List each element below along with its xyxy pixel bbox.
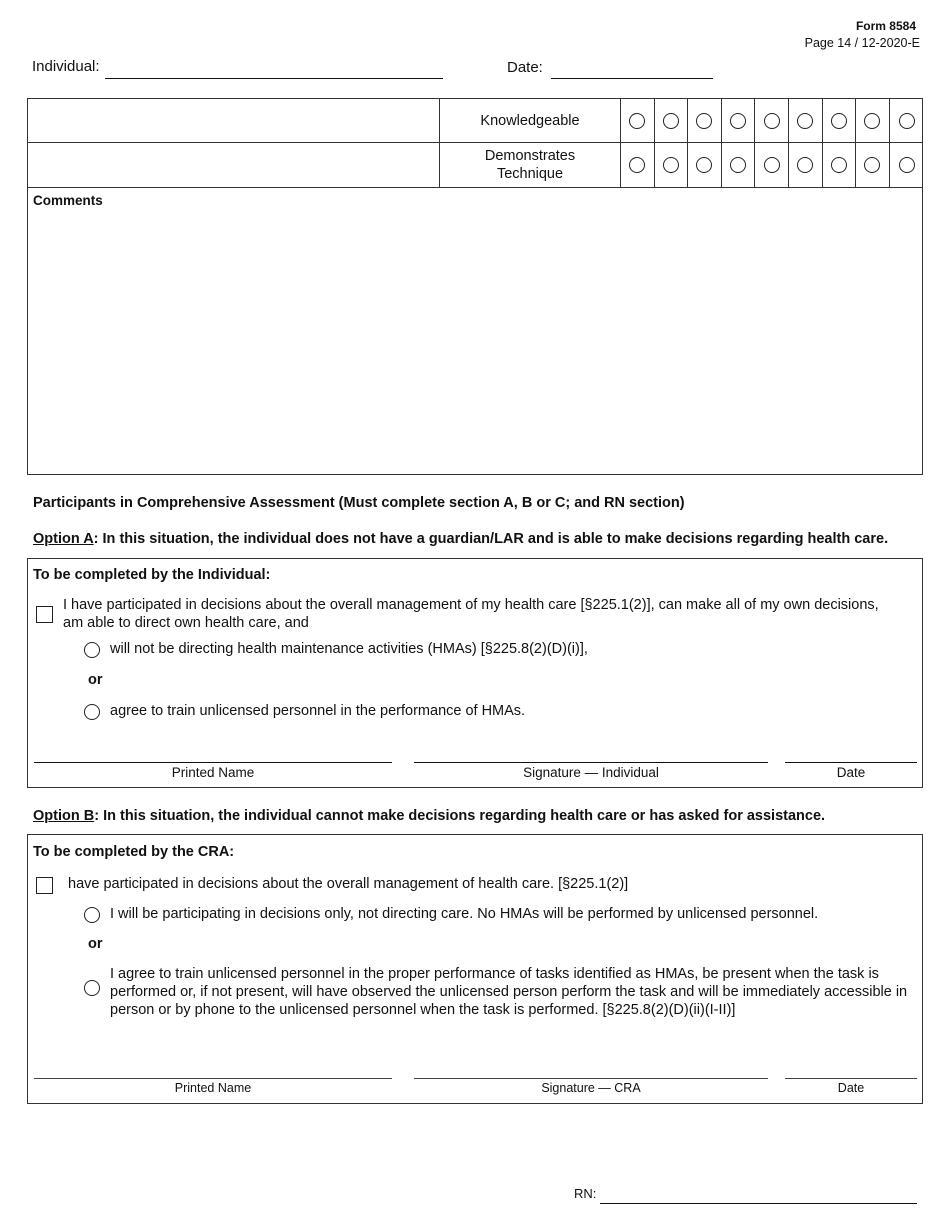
rating-cell-demonstrates-technique-9: [890, 143, 924, 187]
option-b-choice-2-text: I agree to train unlicensed personnel in the proper performance of tasks identified as HMAs, be present when the task is performed or, if not present, will have observed the unlicensed person perform the task and will be immediately accessible in person or by phone to the unlicensed personnel when the task is performed. [§225.8(2)(D)(ii)(I-II)]: [110, 966, 908, 1018]
rating-radio-demonstrates-technique-2[interactable]: [663, 157, 679, 173]
option-a-signature-line[interactable]: [414, 762, 768, 763]
option-b-description: : In this situation, the individual cannot make decisions regarding health care or has asked for assistance.: [94, 808, 826, 824]
option-b-date-label: Date: [837, 1081, 865, 1095]
option-b-choice-2-radio[interactable]: [84, 980, 100, 996]
option-b-signature-line[interactable]: [414, 1078, 768, 1079]
rating-radio-knowledgeable-2[interactable]: [663, 113, 679, 129]
rating-cell-knowledgeable-9: [890, 99, 924, 142]
option-b-box: [27, 834, 923, 1104]
rating-label-knowledgeable: Knowledgeable: [439, 99, 621, 142]
rating-radio-demonstrates-technique-9[interactable]: [899, 157, 915, 173]
rating-radio-knowledgeable-9[interactable]: [899, 113, 915, 129]
option-a-printed-name-line[interactable]: [34, 762, 392, 763]
option-a-signature-label: Signature — Individual: [523, 765, 659, 780]
option-a-label: Option A: [33, 531, 94, 547]
rating-radio-knowledgeable-5[interactable]: [764, 113, 780, 129]
option-a-choice-2-radio[interactable]: [84, 704, 100, 720]
option-a-date-line[interactable]: [785, 762, 917, 763]
option-a-choice-1-radio[interactable]: [84, 642, 100, 658]
rating-row-knowledgeable: [28, 99, 922, 143]
rating-radio-knowledgeable-4[interactable]: [730, 113, 746, 129]
rating-radio-demonstrates-technique-8[interactable]: [864, 157, 880, 173]
option-b-box-title: To be completed by the CRA:: [33, 844, 235, 860]
comments-box[interactable]: [27, 187, 923, 475]
individual-field[interactable]: [105, 62, 443, 79]
option-b-label: Option B: [33, 808, 95, 824]
participants-heading: Participants in Comprehensive Assessment (Must complete section A, B or C; and RN section): [33, 495, 685, 511]
rating-radio-demonstrates-technique-4[interactable]: [730, 157, 746, 173]
option-a-checkbox[interactable]: [36, 606, 53, 623]
form-number: Form 8584: [855, 19, 916, 33]
rating-radio-knowledgeable-6[interactable]: [797, 113, 813, 129]
option-b-checkbox[interactable]: [36, 877, 53, 894]
rating-radio-demonstrates-technique-5[interactable]: [764, 157, 780, 173]
rating-cell-knowledgeable-5: [755, 99, 789, 142]
rn-label: RN:: [574, 1186, 597, 1201]
rating-label-demonstrates-technique: [439, 143, 621, 187]
rating-cell-knowledgeable-1: [621, 99, 655, 142]
option-b-or: or: [88, 936, 103, 952]
rating-label-line2: Technique: [496, 166, 564, 182]
option-a-box: [27, 558, 923, 788]
option-a-statement: I have participated in decisions about the overall management of my health care [§225.1(2)], can make all of my own decisions, am able to direct own health care, and: [63, 597, 879, 631]
page-info: Page 14 / 12-2020-E: [804, 36, 920, 50]
comments-label: Comments: [33, 193, 103, 208]
rating-radio-demonstrates-technique-1[interactable]: [629, 157, 645, 173]
option-a-box-title: To be completed by the Individual:: [33, 567, 271, 583]
option-b-choice-1-radio[interactable]: [84, 907, 100, 923]
skill-rating-table: [27, 98, 923, 188]
option-b-choice-1-text: I will be participating in decisions only, not directing care. No HMAs will be performed by unlicensed personnel.: [110, 906, 819, 922]
rating-cell-demonstrates-technique-4: [722, 143, 756, 187]
option-b-printed-name-line[interactable]: [34, 1078, 392, 1079]
option-a-date-label: Date: [836, 765, 866, 780]
rating-cell-knowledgeable-7: [823, 99, 857, 142]
option-a-description: : In this situation, the individual does not have a guardian/LAR and is able to make decisions regarding health care.: [93, 531, 889, 547]
rating-radio-knowledgeable-1[interactable]: [629, 113, 645, 129]
rating-radio-knowledgeable-7[interactable]: [831, 113, 847, 129]
option-b-date-line[interactable]: [785, 1078, 917, 1079]
individual-label: Individual:: [32, 58, 100, 75]
rating-cell-demonstrates-technique-3: [688, 143, 722, 187]
option-a-choice-2-text: agree to train unlicensed personnel in the performance of HMAs.: [110, 703, 526, 719]
option-b-statement: have participated in decisions about the overall management of health care. [§225.1(2)]: [68, 876, 629, 892]
option-a-heading: [33, 531, 888, 547]
rating-cell-demonstrates-technique-2: [655, 143, 689, 187]
date-field[interactable]: [551, 62, 713, 79]
option-a-printed-name-label: Printed Name: [171, 765, 255, 780]
date-label: Date:: [507, 59, 543, 76]
rating-cell-knowledgeable-3: [688, 99, 722, 142]
rating-row-demonstrates-technique: [28, 143, 922, 187]
rating-cell-knowledgeable-6: [789, 99, 823, 142]
option-a-choice-1-text: will not be directing health maintenance activities (HMAs) [§225.8(2)(D)(i)],: [110, 641, 588, 657]
rating-cell-demonstrates-technique-7: [823, 143, 857, 187]
option-a-or: or: [88, 672, 103, 688]
rating-cell-knowledgeable-8: [856, 99, 890, 142]
rating-cell-demonstrates-technique-5: [755, 143, 789, 187]
option-b-signature-label: Signature — CRA: [541, 1081, 641, 1095]
rating-radio-knowledgeable-3[interactable]: [696, 113, 712, 129]
rating-label-line1: Demonstrates: [484, 148, 576, 164]
option-b-heading: [33, 808, 825, 824]
rating-radio-knowledgeable-8[interactable]: [864, 113, 880, 129]
rn-signature-field[interactable]: [600, 1187, 917, 1204]
rating-radio-demonstrates-technique-3[interactable]: [696, 157, 712, 173]
rating-cell-demonstrates-technique-8: [856, 143, 890, 187]
rating-cell-demonstrates-technique-1: [621, 143, 655, 187]
rating-cell-knowledgeable-4: [722, 99, 756, 142]
rating-radio-demonstrates-technique-6[interactable]: [797, 157, 813, 173]
rating-radio-demonstrates-technique-7[interactable]: [831, 157, 847, 173]
option-b-printed-name-label: Printed Name: [174, 1081, 252, 1095]
rating-cell-knowledgeable-2: [655, 99, 689, 142]
rating-cell-demonstrates-technique-6: [789, 143, 823, 187]
